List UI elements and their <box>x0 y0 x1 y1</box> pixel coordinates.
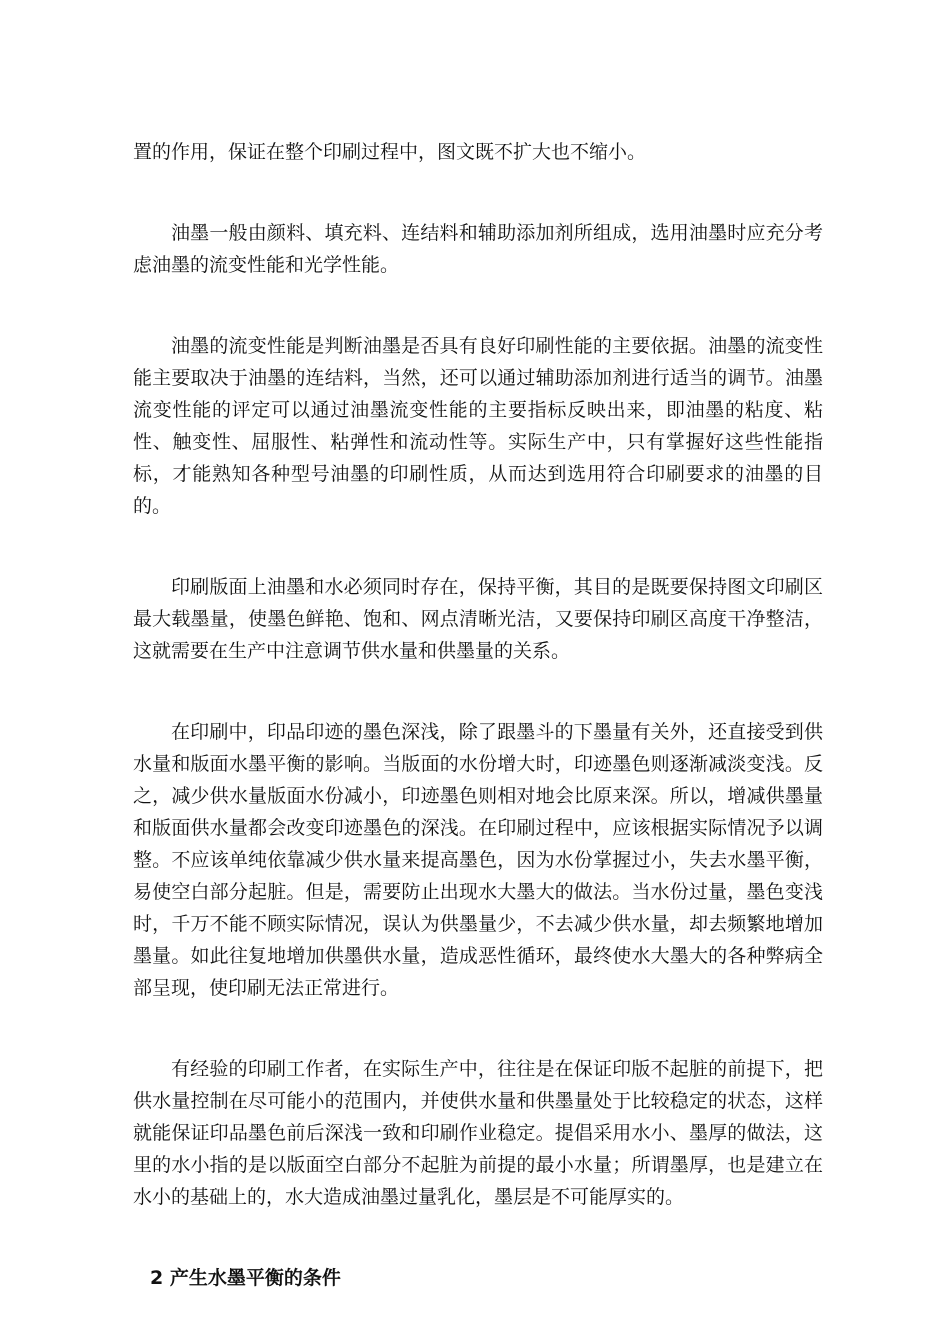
paragraph-ink-water-balance: 印刷版面上油墨和水必须同时存在，保持平衡，其目的是既要保持图文印刷区最大载墨量，使墨色鲜艳、饱和、网点清晰光洁，又要保持印刷区高度干净整洁，这就需要在生产中注意调节供水量和供墨量的关系。 <box>133 576 823 662</box>
paragraph-ink-composition: 油墨一般由颜料、填充料、连结料和辅助添加剂所组成，选用油墨时应充分考虑油墨的流变性能和光学性能。 <box>133 222 823 276</box>
paragraph-continued: 置的作用，保证在整个印刷过程中，图文既不扩大也不缩小。 <box>133 141 647 163</box>
paragraph-rheology: 油墨的流变性能是判断油墨是否具有良好印刷性能的主要依据。油墨的流变性能主要取决于油墨的连结料，当然，还可以通过辅助添加剂进行适当的调节。油墨流变性能的评定可以通过油墨流变性能的主要指标反映出来，即油墨的粘度、粘性、触变性、屈服性、粘弹性和流动性等。实际生产中，只有掌握好这些性能指标，才能熟知各种型号油墨的印刷性质，从而达到选用符合印刷要求的油墨的目的。 <box>133 335 823 517</box>
paragraph-experience: 有经验的印刷工作者，在实际生产中，往往是在保证印版不起脏的前提下，把供水量控制在尽可能小的范围内，并使供水量和供墨量处于比较稳定的状态，这样就能保证印品墨色前后深浅一致和印刷作业稳定。提倡采用水小、墨厚的做法，这里的水小指的是以版面空白部分不起脏为前提的最小水量；所谓墨厚，也是建立在水小的基础上的，水大造成油墨过量乳化，墨层是不可能厚实的。 <box>133 1058 823 1208</box>
paragraph-color-depth: 在印刷中，印品印迹的墨色深浅，除了跟墨斗的下墨量有关外，还直接受到供水量和版面水墨平衡的影响。当版面的水份增大时，印迹墨色则逐渐减淡变浅。反之，减少供水量版面水份减小，印迹墨色则相对地会比原来深。所以，增减供墨量和版面供水量都会改变印迹墨色的深浅。在印刷过程中，应该根据实际情况予以调整。不应该单纯依靠减少供水量来提高墨色，因为水份掌握过小，失去水墨平衡，易使空白部分起脏。但是，需要防止出现水大墨大的做法。当水份过量，墨色变浅时，千万不能不顾实际情况，误认为供墨量少，不去减少供水量，却去频繁地增加墨量。如此往复地增加供墨供水量，造成恶性循环，最终使水大墨大的各种弊病全部呈现，使印刷无法正常进行。 <box>133 721 823 999</box>
section-heading: 2 产生水墨平衡的条件 <box>150 1267 341 1289</box>
document-page <box>133 136 823 1294</box>
